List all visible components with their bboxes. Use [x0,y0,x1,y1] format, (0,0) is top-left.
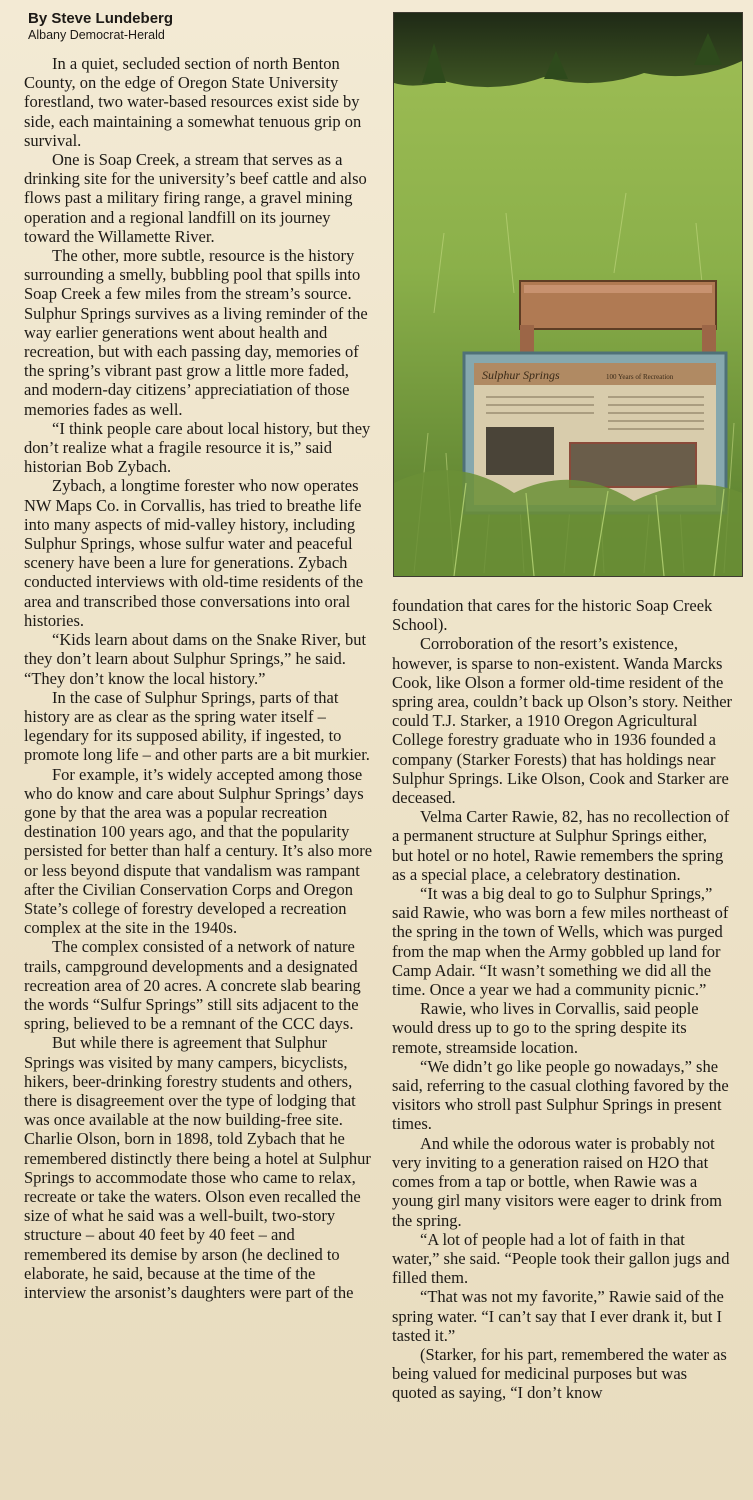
article-paragraph: “Kids learn about dams on the Snake River, but they don’t learn about Sulphur Springs,” he said. “They don’t know the local history.” [24,630,367,688]
article-right-column [392,596,732,1403]
article-paragraph: “A lot of people had a lot of faith in that water,” she said. “People took their gallon jugs and filled them. [392,1229,730,1288]
article-paragraph: “That was not my favorite,” Rawie said of the spring water. “I can’t say that I ever drank it, but I tasted it.” [392,1287,724,1345]
article-paragraph: “We didn’t go like people go nowadays,” she said, referring to the casual clothing favored by the visitors who stroll past Sulphur Springs in present times. [392,1056,729,1134]
sign-subtitle: 100 Years of Recreation [606,373,674,381]
article-paragraph: “I think people care about local history, but they don’t realize what a fragile resource it is,” said historian Bob Zybach. [24,418,371,477]
sign-title: Sulphur Springs [482,368,560,382]
article-paragraph: For example, it’s widely accepted among those who do know and care about Sulphur Springs’ days gone by that the area was a popular recreation destination 100 years ago, and that the popularity persisted for better than half a century. It’s also more or less beyond dispute that vandalism was rampant after the Civilian Conservation Corps and Oregon State’s college of forestry developed a recreation complex at the site in the 1940s. [24,764,373,938]
article-paragraph: And while the odorous water is probably not very inviting to a generation raised on H2O that comes from a tap or bottle, when Rawie was a young girl many visitors were eager to drink from the spring. [392,1133,722,1230]
sulphur-springs-sign-photo [393,12,743,577]
article-paragraph: Zybach, a longtime forester who now operates NW Maps Co. in Corvallis, has tried to breathe life into many aspects of mid-valley history, including Sulphur Springs, whose sulfur water and peaceful scenery have been a lure for generations. Zybach conducted interviews with old-time residents of the area and transcribed those conversations into oral histories. [24,476,364,630]
byline [28,10,173,43]
article-paragraph: In a quiet, secluded section of north Benton County, on the edge of Oregon State University forestland, two water-based resources exist side by side, each maintaining a somewhat tenuous grip on survival. [24,54,362,150]
article-paragraph: (Starker, for his part, remembered the water as being valued for medicinal purposes but was quoted as saying, “I don’t know [392,1344,727,1403]
article-paragraph: The complex consisted of a network of nature trails, campground developments and a designated recreation area of 20 acres. A concrete slab bearing the words “Sulfur Springs” still sits adjacent to the spring, believed to be a remnant of the CCC days. [24,937,361,1034]
article-paragraph: The other, more subtle, resource is the history surrounding a smelly, bubbling pool that spills into Soap Creek a few miles from the stream’s source. Sulphur Springs survives as a living reminder of the way earlier generations went about health and recreation, but with each passing day, memories of the spring’s vibrant past grow a little more faded, and modern-day citizens’ appreciatiation of those memories fades as well. [24,246,368,419]
article-paragraph: In the case of Sulphur Springs, parts of that history are as clear as the spring water itself – legendary for its supposed ability, if ingested, to promote long life – and other parts are a bit murkier. [24,687,370,765]
article-paragraph: “It was a big deal to go to Sulphur Springs,” said Rawie, who was born a few miles northeast of the spring in the town of Wells, which was purged from the map when the Army gobbled up land for Camp Adair. “It wasn’t something we did all the time. Once a year we had a community picnic.” [392,884,729,1000]
article-paragraph: Rawie, who lives in Corvallis, said people would dress up to go to the spring despite its remote, streamside location. [392,999,699,1057]
author-name: By Steve Lundeberg [28,10,174,27]
article-paragraph: One is Soap Creek, a stream that serves as a drinking site for the university’s beef cattle and also flows past a military firing range, a gravel mining operation and a regional landfill on its journey toward the Willamette River. [24,150,367,246]
publication-name: Albany Democrat-Herald [28,28,165,42]
article-paragraph: Velma Carter Rawie, 82, has no recollection of a permanent structure at Sulphur Springs either, but hotel or no hotel, Rawie remembers the spring as a special place, a celebratory destination. [392,807,730,884]
article-paragraph: But while there is agreement that Sulphur Springs was visited by many campers, bicyclists, hikers, beer-drinking forestry students and others, there is disagreement over the type of lodging that was once available at the now building-free site. Charlie Olson, born in 1898, told Zybach that he remembered distinctly there being a hotel at Sulphur Springs to accommodate those who came to relax, recreate or take the waters. Olson even recalled the size of what he said was a well-built, two-story structure – about 40 feet by 40 feet – and remembered its demise by arson (he declined to elaborate, he said, because at the time of the interview the arsonist’s daughters were part of the [24,1033,371,1302]
article-paragraph: Corroboration of the resort’s existence, however, is sparse to non-existent. Wanda Marcks Cook, like Olson a former old-time resident of the spring area, couldn’t back up Olson’s story. Neither could T.J. Starker, a 1910 Oregon Agricultural College forestry graduate who in 1936 founded a company (Starker Forests) that has holdings near Sulphur Springs. Like Olson, Cook and Starker are deceased. [392,634,733,808]
article-paragraph-continued: foundation that cares for the historic Soap Creek School). [392,596,713,635]
article-left-column [24,54,376,1302]
